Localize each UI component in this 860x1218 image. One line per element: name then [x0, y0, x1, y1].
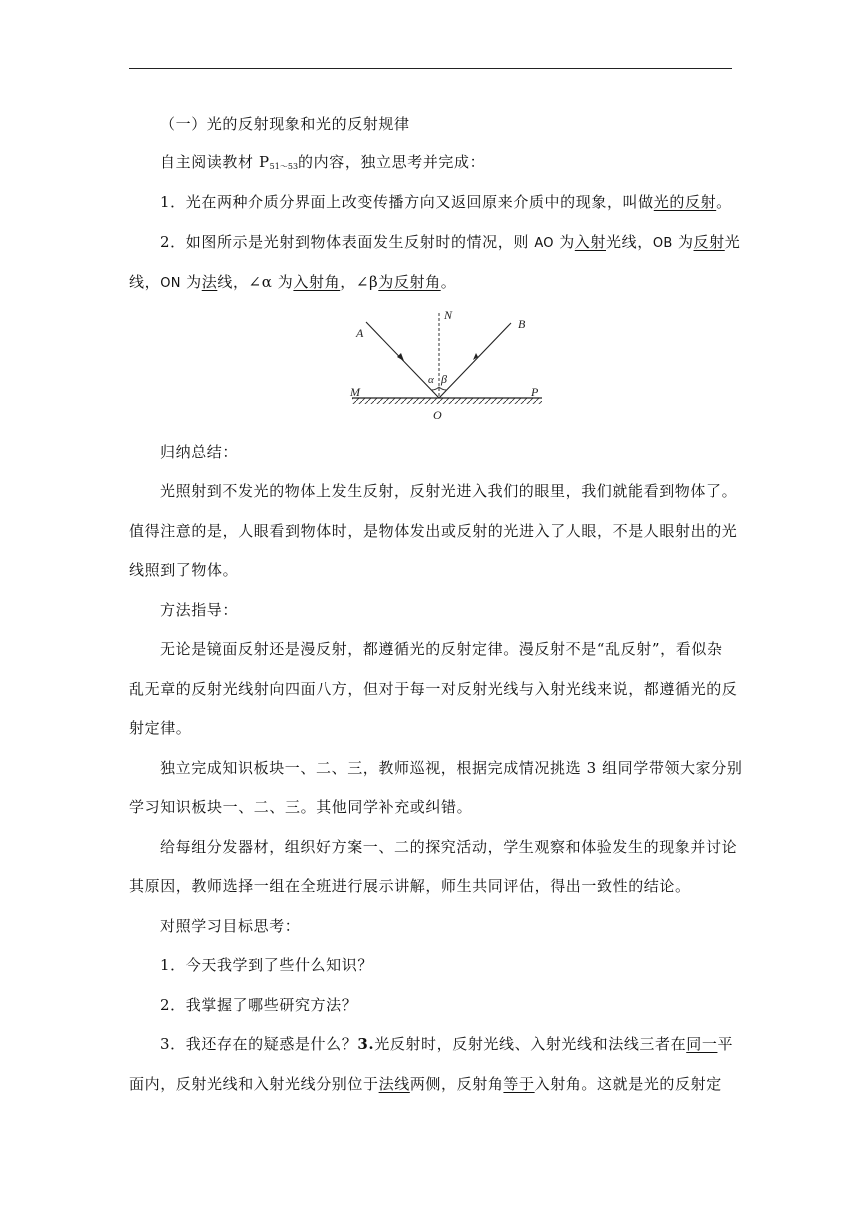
alpha-arc	[431, 387, 439, 390]
label-beta: β	[441, 372, 447, 386]
mirror-hatching	[352, 398, 542, 404]
method-line-2: 乱无章的反射光线射向四面八方，但对于每一对反射光线与入射光线来说，都遵循光的反	[129, 680, 738, 698]
reflect-question-2: 2．我掌握了哪些研究方法？	[160, 996, 358, 1014]
answer-incident: 入射	[574, 233, 606, 251]
item-2-line-2: 线，ON 为法线，∠α 为入射角，∠β为反射角。	[129, 273, 457, 291]
task-2-line-1: 给每组分发器材，组织好方案一、二的探究活动，学生观察和体验发生的现象并讨论	[160, 838, 738, 856]
beta-arc	[439, 387, 447, 390]
header-rule	[129, 68, 732, 69]
label-b: B	[518, 317, 526, 331]
intro-paragraph: 自主阅读教材 $P_{51\sim 53}$的内容，独立思考并完成：	[160, 153, 486, 171]
method-line-1: 无论是镜面反射还是漫反射，都遵循光的反射定律。漫反射不是“乱反射”，看似杂	[160, 640, 723, 658]
answer-normal: 法	[201, 273, 218, 291]
task-1-line-1: 独立完成知识板块一、二、三，教师巡视，根据完成情况挑选 3 组同学带领大家分别	[160, 759, 743, 777]
reflect-question-3-line-2: 面内，反射光线和入射光线分别位于法线两侧，反射角等于入射角。这就是光的反射定	[129, 1075, 722, 1093]
summary-heading: 归纳总结：	[160, 443, 239, 461]
label-p: P	[531, 385, 539, 399]
reflect-heading: 对照学习目标思考：	[160, 917, 301, 935]
reflect-question-3-line-1: 3．我还存在的疑惑是什么？3.光反射时，反射光线、入射光线和法线三者在同一平	[160, 1035, 734, 1053]
label-o: O	[433, 408, 442, 422]
reflect-question-1: 1．今天我学到了些什么知识？	[160, 956, 373, 974]
label-m: M	[350, 385, 360, 399]
summary-line-2: 值得注意的是，人眼看到物体时，是物体发出或反射的光进入了人眼，不是人眼射出的光	[129, 522, 738, 540]
answer-normal-line: 法线	[378, 1075, 410, 1093]
item-1: 1．光在两种介质分界面上改变传播方向又返回原来介质中的现象，叫做光的反射。	[160, 193, 732, 211]
answer-reflected: 反射	[693, 233, 725, 251]
method-heading: 方法指导：	[160, 601, 239, 619]
answer-reflection-angle: 为反射角	[378, 273, 441, 291]
answer-equal: 等于	[503, 1075, 535, 1093]
summary-line-1: 光照射到不发光的物体上发生反射，反射光进入我们的眼里，我们就能看到物体了。	[160, 482, 738, 500]
item-2-line-1: 2．如图所示是光射到物体表面发生反射时的情况，则 AO 为入射光线，OB 为反射光	[160, 233, 741, 251]
summary-line-3: 线照到了物体。	[129, 561, 239, 579]
reflection-diagram	[344, 305, 544, 430]
label-a: A	[356, 326, 364, 340]
incident-arrow	[397, 353, 404, 361]
section-title: （一）光的反射现象和光的反射规律	[160, 115, 410, 133]
page-range: 51～53	[269, 162, 299, 171]
label-alpha: α	[428, 374, 434, 386]
method-line-3: 射定律。	[129, 719, 192, 737]
task-1-line-2: 学习知识板块一、二、三。其他同学补充或纠错。	[129, 798, 473, 816]
task-2-line-2: 其原因，教师选择一组在全班进行展示讲解，师生共同评估，得出一致性的结论。	[129, 877, 691, 895]
answer-incident-angle: 入射角	[293, 273, 341, 291]
reflected-ray	[439, 323, 511, 398]
answer-reflection: 光的反射	[653, 193, 717, 211]
label-n: N	[444, 308, 453, 322]
answer-same-plane: 同一	[686, 1035, 718, 1053]
